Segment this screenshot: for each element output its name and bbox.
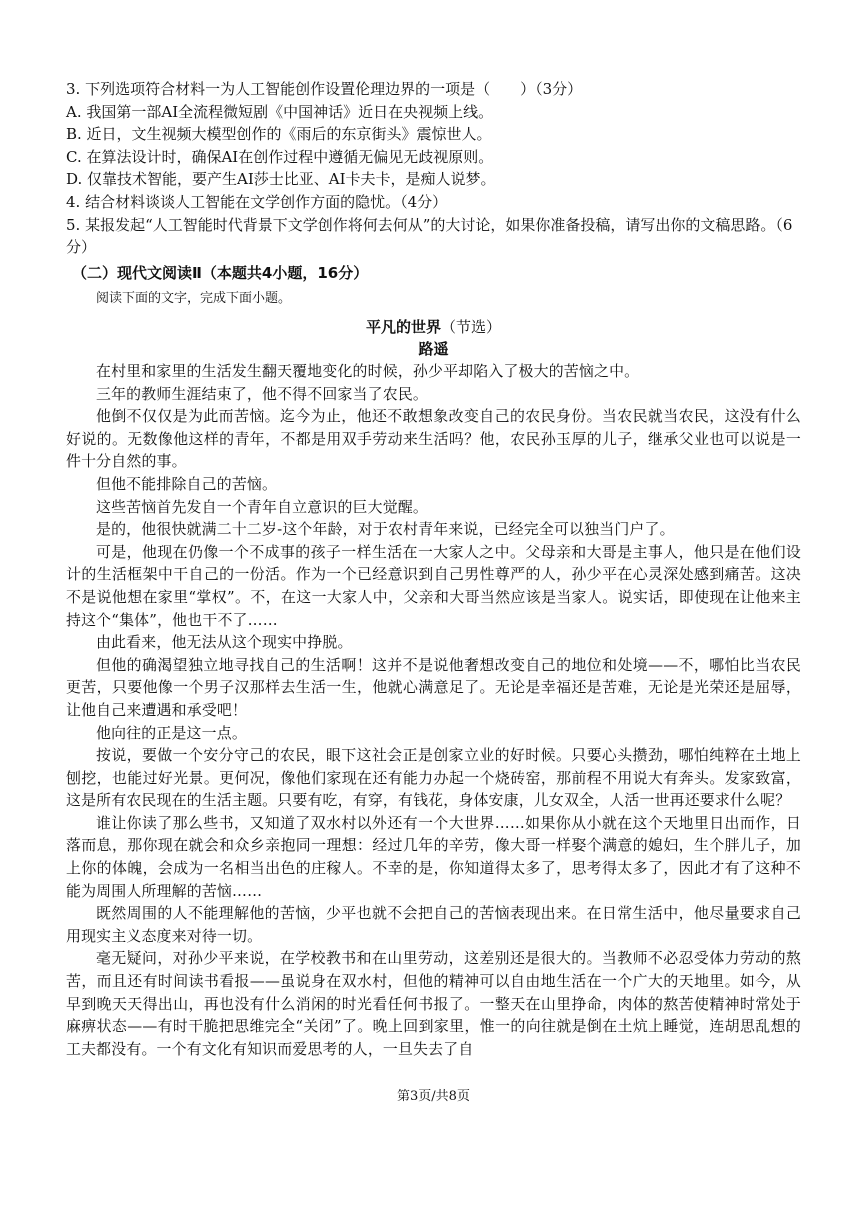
paragraph: 在村里和家里的生活发生翻天覆地变化的时候，孙少平却陷入了极大的苦恼之中。 [96,362,640,380]
passage-title-text: 平凡的世界 [365,318,441,336]
paragraph: 由此看来，他无法从这个现实中挣脱。 [96,633,353,652]
question-5: 5. 某报发起“人工智能时代背景下文学创作将何去何从”的大讨论，如果你准备投稿，请写出你的文稿思路。（6分） [66,215,793,257]
section-instruction: 阅读下面的文字，完成下面小题。 [96,291,292,306]
option-d: D. 仅靠技术智能，要产生AI莎士比亚、AI卡夫卡，是痴人说梦。 [66,170,496,189]
paragraph: 毫无疑问，对孙少平来说，在学校教书和在山里劳动，这差别还是很大的。当教师不必忍受体力劳动的熬苦，而且还有时间读书看报——虽说身在双水村，但他的精神可以自由地生活在一个广大的天地里。如今，从早到晚天天得出山，再也没有什么消闲的时光看任何书报了。一整天在山里挣命，肉体的熬苦使精神时常处于麻痹状态——有时干脆把思维完全“关闭”了。晚上回到家里，惟一的向往就是倒在土炕上睡觉，连胡思乱想的工夫都没有。一个有文化有知识而爱思考的人，一旦失去了自 [66,949,801,1058]
page-number: 第3页/共8页 [397,1089,470,1104]
paragraph: 谁让你读了那么些书，又知道了双水村以外还有一个大世界……如果你从小就在这个天地里日出而作，日落而息，那你现在就会和众乡亲抱同一理想：经过几年的辛劳，像大哥一样娶个满意的媳妇，生个胖儿子，加上你的体魄，会成为一名相当出色的庄稼人。不幸的是，你知道得太多了，思考得太多了，因此才有了这种不能为周围人所理解的苦恼…… [66,813,801,900]
option-b: B. 近日，文生视频大模型创作的《雨后的东京街头》震惊世人。 [66,125,492,144]
paragraph: 按说，要做一个安分守己的农民，眼下这社会正是创家立业的好时候。只要心头攒劲，哪怕纯粹在土地上刨挖，也能过好光景。更何况，像他们家现在还有能力办起一个烧砖窑，那前程不用说大有奔头。发家致富，这是所有农民现在的生活主题。只要有吃，有穿，有钱花，身体安康，儿女双全，人活一世再还要求什么呢？ [66,746,801,810]
option-c: C. 在算法设计时，确保AI在创作过程中遵循无偏见无歧视原则。 [66,147,494,166]
paragraph: 是的，他很快就满二十二岁-这个年龄，对于农村青年来说，已经完全可以独当门户了。 [96,520,675,539]
paragraph: 他向往的正是这一点。 [96,723,247,742]
paragraph: 既然周围的人不能理解他的苦恼，少平也就不会把自己的苦恼表现出来。在日常生活中，他尽量要求自己用现实主义态度来对待一切。 [66,904,801,945]
passage-body [66,360,801,1060]
passage-author: 路遥 [418,340,449,358]
paragraph: 他倒不仅仅是为此而苦恼。迄今为止，他还不敢想象改变自己的农民身份。当农民就当农民，这没有什么好说的。无数像他这样的青年，不都是用双手劳动来生活吗？他，农民孙玉厚的儿子，继承父业也可以说是一件十分自然的事。 [66,407,801,471]
question-4: 4. 结合材料谈谈人工智能在文学创作方面的隐忧。（4分） [66,192,448,211]
passage-title-suffix: （节选） [441,318,502,336]
paragraph: 可是，他现在仍像一个不成事的孩子一样生活在一大家人之中。父母亲和大哥是主事人，他只是在他们设计的生活框架中干自己的一份活。作为一个已经意识到自己男性尊严的人，孙少平在心灵深处感到痛苦。这决不是说他想在家里“掌权”。不，在这一大家人中，父亲和大哥当然应该是当家人。说实话，即使现在让他来主持这个“集体”，他也干不了…… [66,542,801,629]
question-3: 3. 下列选项符合材料一为人工智能创作设置伦理边界的一项是（ ）（3分） [66,80,583,98]
paragraph: 但他的确渴望独立地寻找自己的生活啊！这并不是说他奢想改变自己的地位和处境——不，哪怕比当农民更苦，只要他像一个男子汉那样去生活一生，他就心满意足了。无论是幸福还是苦难，无论是光荣还是屈辱，让他自己来遭遇和承受吧！ [66,655,801,719]
passage-title [66,316,801,338]
section-heading: （二）现代文阅读Ⅱ（本题共4小题，16分） [72,264,369,282]
paragraph: 这些苦恼首先发自一个青年自立意识的巨大觉醒。 [96,497,428,516]
option-a: A. 我国第一部AI全流程微短剧《中国神话》近日在央视频上线。 [66,102,494,121]
paragraph: 三年的教师生涯结束了，他不得不回家当了农民。 [96,384,428,403]
paragraph: 但他不能排除自己的苦恼。 [96,474,278,493]
reading-section [66,262,801,1060]
question-block [66,78,801,259]
